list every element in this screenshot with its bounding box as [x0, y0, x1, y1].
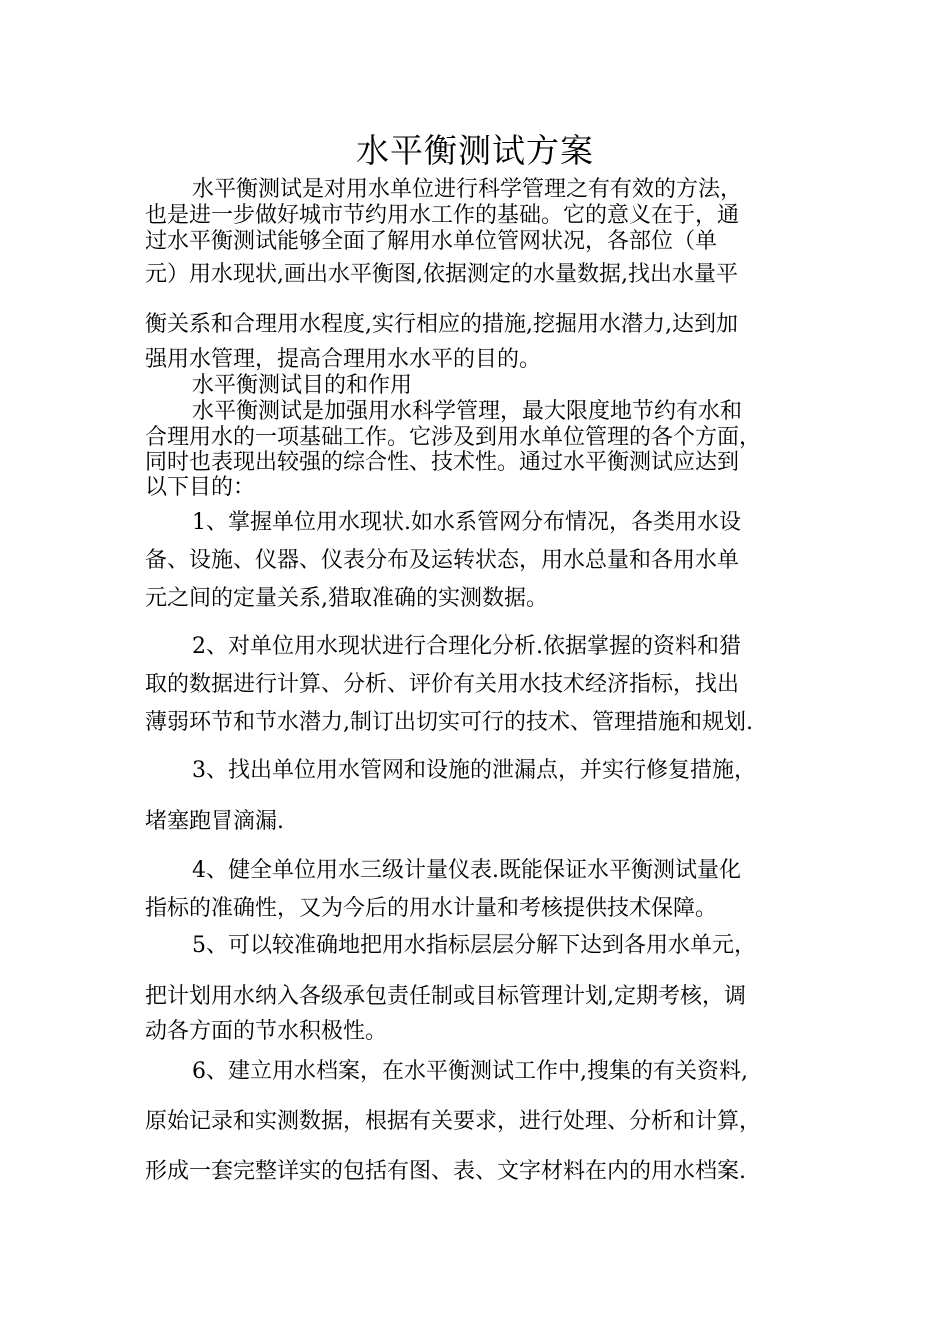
list-item-line: 4、健全单位用水三级计量仪表.既能保证水平衡测试量化 — [192, 858, 741, 883]
list-item-line: 2、对单位用水现状进行合理化分析.依据掌握的资料和猎 — [192, 634, 741, 659]
document-title: 水平衡测试方案 — [356, 131, 594, 170]
list-item-line: 指标的准确性，又为今后的用水计量和考核提供技术保障。 — [145, 896, 718, 921]
paragraph-line: 同时也表现出较强的综合性、技术性。通过水平衡测试应达到 — [145, 450, 740, 475]
list-item-line: 1、掌握单位用水现状.如水系管网分布情况，各类用水设 — [192, 510, 741, 535]
paragraph-line: 水平衡测试是对用水单位进行科学管理之有有效的方法， — [192, 177, 743, 202]
paragraph-line: 强用水管理，提高合理用水水平的目的。 — [145, 347, 542, 372]
list-item-line: 堵塞跑冒滴漏. — [145, 809, 284, 834]
list-item-line: 动各方面的节水积极性。 — [145, 1019, 388, 1044]
list-item-line: 5、可以较准确地把用水指标层层分解下达到各用水单元， — [192, 933, 756, 958]
list-item-line: 备、设施、仪器、仪表分布及运转状态，用水总量和各用水单 — [145, 548, 740, 573]
paragraph-line: 合理用水的一项基础工作。它涉及到用水单位管理的各个方面， — [145, 425, 762, 450]
list-item-line: 把计划用水纳入各级承包责任制或目标管理计划,定期考核，调 — [145, 984, 746, 1009]
paragraph-line: 也是进一步做好城市节约用水工作的基础。它的意义在于，通 — [145, 203, 740, 228]
list-item-line: 原始记录和实测数据，根据有关要求，进行处理、分析和计算， — [145, 1109, 762, 1134]
list-item-line: 元之间的定量关系,猎取准确的实测数据。 — [145, 586, 548, 611]
list-item-line: 取的数据进行计算、分析、评价有关用水技术经济指标，找出 — [145, 672, 740, 697]
list-item-line: 3、找出单位用水管网和设施的泄漏点，并实行修复措施， — [192, 758, 756, 783]
list-item-line: 6、建立用水档案，在水平衡测试工作中,搜集的有关资料, — [192, 1059, 748, 1084]
paragraph-line: 衡关系和合理用水程度,实行相应的措施,挖掘用水潜力,达到加 — [145, 312, 738, 337]
paragraph-line: 过水平衡测试能够全面了解用水单位管网状况，各部位（单 — [145, 229, 718, 254]
paragraph-line: 水平衡测试是加强用水科学管理，最大限度地节约有水和 — [192, 399, 743, 424]
paragraph-line: 元）用水现状,画出水平衡图,依据测定的水量数据,找出水量平 — [145, 262, 738, 287]
paragraph-line: 以下目的： — [145, 475, 256, 500]
list-item-line: 薄弱环节和节水潜力,制订出切实可行的技术、管理措施和规划. — [145, 710, 753, 735]
section-heading: 水平衡测试目的和作用 — [192, 373, 413, 398]
list-item-line: 形成一套完整详实的包括有图、表、文字材料在内的用水档案. — [145, 1159, 746, 1184]
